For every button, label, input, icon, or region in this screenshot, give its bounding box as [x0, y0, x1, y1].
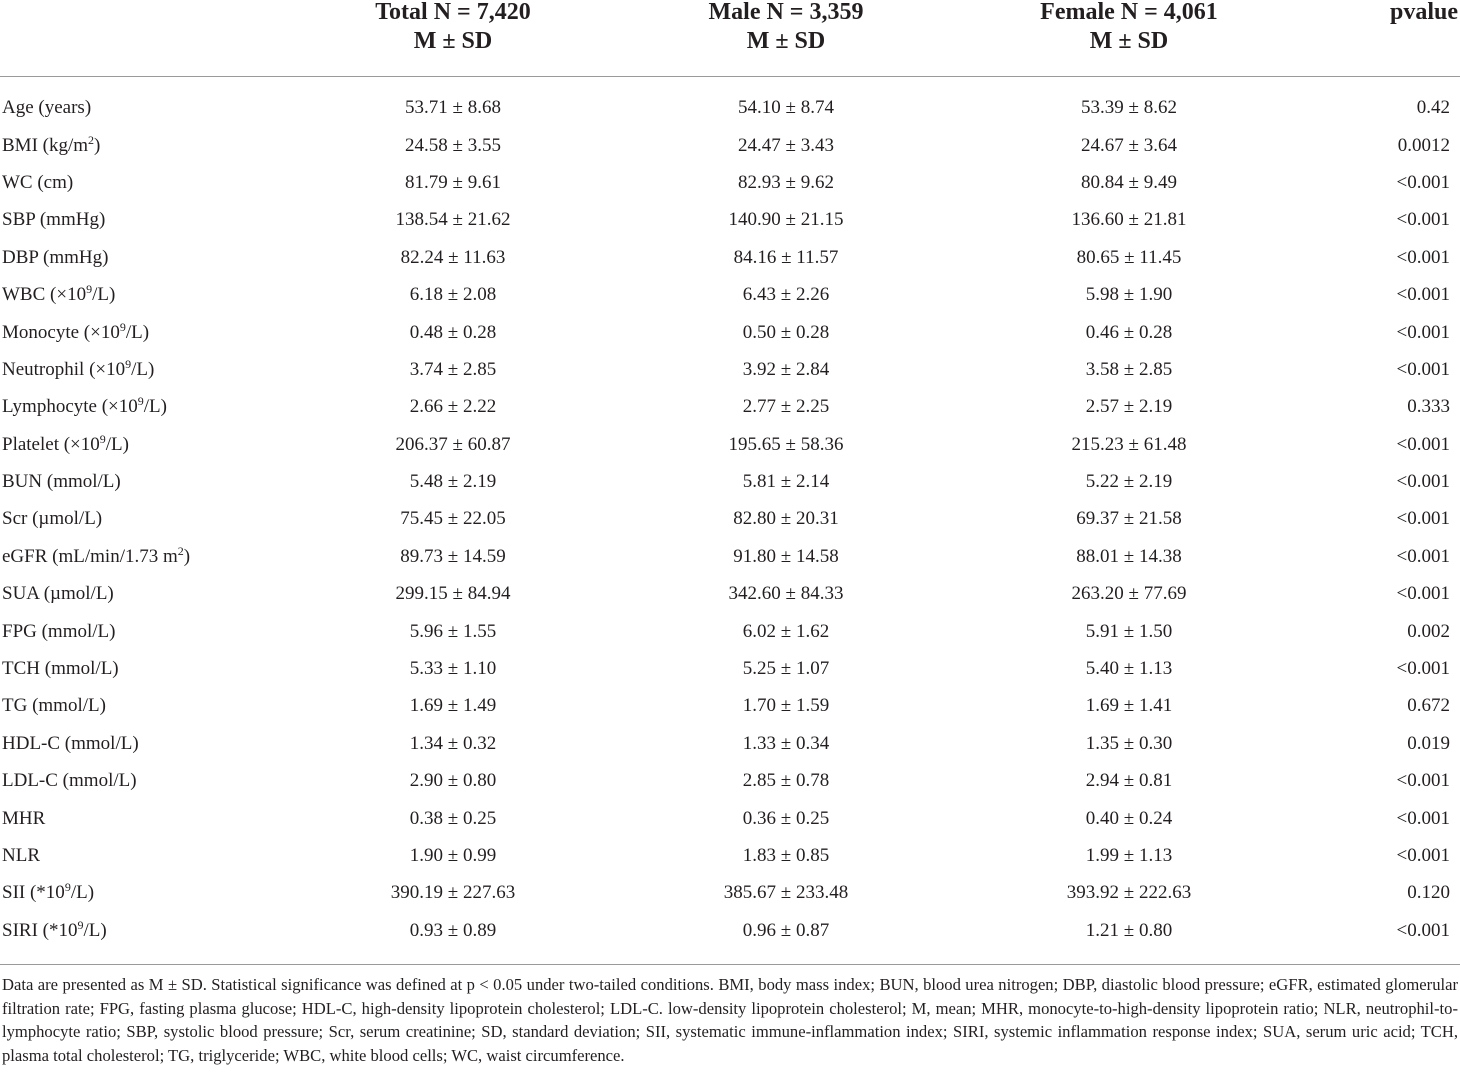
cell-female: 2.57 ± 2.19	[1085, 396, 1173, 418]
row-label-suffix: /L)	[143, 396, 167, 418]
row-label-text: SBP (mmHg)	[2, 209, 106, 231]
table-row	[0, 575, 1460, 612]
cell-pvalue: <0.001	[1396, 209, 1450, 231]
cell-male: 91.80 ± 14.58	[733, 545, 839, 567]
row-label-text: HDL-C (mmol/L)	[2, 732, 139, 754]
cell-total: 5.33 ± 1.10	[409, 658, 497, 680]
cell-pvalue: 0.672	[1407, 695, 1450, 717]
cell-male: 84.16 ± 11.57	[733, 246, 839, 268]
row-label-text: DBP (mmHg)	[2, 246, 109, 268]
table-row	[0, 837, 1460, 874]
row-label-text: Scr (µmol/L)	[2, 508, 103, 530]
row-label	[0, 500, 290, 537]
row-label-suffix: /L)	[83, 919, 107, 941]
row-label-suffix: /L)	[70, 882, 95, 904]
cell-pvalue: <0.001	[1396, 433, 1450, 455]
cell-total: 0.48 ± 0.28	[409, 321, 497, 343]
cell-total: 53.71 ± 8.68	[405, 97, 501, 119]
row-label-superscript: 2	[177, 543, 184, 558]
cell-total: 82.24 ± 11.63	[400, 246, 506, 268]
row-label	[0, 874, 290, 911]
cell-female: 80.84 ± 9.49	[1081, 171, 1177, 193]
cell-total: 0.38 ± 0.25	[409, 807, 497, 829]
row-label	[0, 89, 290, 126]
cell-pvalue: 0.002	[1407, 620, 1450, 642]
cell-female: 1.21 ± 0.80	[1085, 919, 1173, 941]
cell-female: 53.39 ± 8.62	[1081, 97, 1177, 119]
header-total-count: Total N = 7,420	[375, 0, 531, 25]
row-label	[0, 837, 290, 874]
row-label-text: TG (mmol/L)	[2, 695, 106, 717]
header-female-stat: M ± SD	[1089, 28, 1169, 54]
cell-male: 385.67 ± 233.48	[723, 882, 849, 904]
cell-total: 390.19 ± 227.63	[390, 882, 516, 904]
cell-female: 215.23 ± 61.48	[1071, 433, 1187, 455]
cell-pvalue: <0.001	[1396, 770, 1450, 792]
header-male-stat: M ± SD	[746, 28, 826, 54]
cell-total: 1.34 ± 0.32	[409, 732, 497, 754]
cell-total: 5.48 ± 2.19	[409, 471, 497, 493]
table-header	[0, 0, 1460, 77]
cell-female: 5.98 ± 1.90	[1085, 284, 1173, 306]
cell-total: 0.93 ± 0.89	[409, 919, 497, 941]
cell-pvalue: <0.001	[1396, 171, 1450, 193]
table-row	[0, 538, 1460, 575]
row-label-suffix: /L)	[125, 321, 150, 343]
bottom-rule	[0, 964, 1460, 965]
row-label	[0, 164, 290, 201]
table-row	[0, 126, 1460, 163]
cell-female: 88.01 ± 14.38	[1076, 545, 1182, 567]
table-row	[0, 650, 1460, 687]
cell-total: 2.66 ± 2.22	[409, 396, 497, 418]
table-row	[0, 874, 1460, 911]
header-variable	[0, 0, 290, 77]
table-row	[0, 500, 1460, 537]
row-label-text: MHR	[2, 807, 46, 829]
row-label-text: WBC (×10	[2, 284, 87, 306]
cell-total: 299.15 ± 84.94	[395, 583, 511, 605]
row-label-text: Platelet (×10	[2, 433, 100, 455]
row-label-suffix: /L)	[131, 358, 155, 380]
cell-pvalue: <0.001	[1396, 471, 1450, 493]
cell-male: 6.02 ± 1.62	[742, 620, 830, 642]
table-row	[0, 164, 1460, 201]
row-label-text: NLR	[2, 845, 40, 866]
row-label	[0, 426, 290, 463]
row-label-suffix: /L)	[92, 284, 116, 306]
row-label-superscript: 9	[77, 917, 84, 932]
cell-male: 24.47 ± 3.43	[738, 134, 834, 156]
table-row	[0, 313, 1460, 350]
cell-pvalue: <0.001	[1396, 583, 1450, 605]
row-label-text: LDL-C (mmol/L)	[2, 770, 137, 792]
header-row	[0, 0, 1460, 77]
header-pvalue	[1302, 0, 1460, 77]
row-label	[0, 725, 290, 762]
cell-female: 263.20 ± 77.69	[1071, 583, 1187, 605]
header-female-count: Female N = 4,061	[1040, 0, 1218, 25]
cell-female: 80.65 ± 11.45	[1076, 246, 1182, 268]
header-total	[290, 0, 616, 77]
spacer-row	[0, 77, 1460, 90]
cell-male: 2.85 ± 0.78	[742, 770, 830, 792]
cell-total: 24.58 ± 3.55	[405, 134, 501, 156]
cell-pvalue: 0.019	[1407, 732, 1450, 754]
table-row	[0, 426, 1460, 463]
cell-pvalue: <0.001	[1396, 545, 1450, 567]
cell-male: 5.25 ± 1.07	[742, 658, 830, 680]
row-label	[0, 239, 290, 276]
header-female	[956, 0, 1302, 77]
cell-pvalue: <0.001	[1396, 845, 1450, 866]
table-row	[0, 799, 1460, 836]
cell-pvalue: 0.42	[1416, 97, 1450, 119]
cell-male: 140.90 ± 21.15	[728, 209, 844, 231]
table-row	[0, 201, 1460, 238]
row-label	[0, 201, 290, 238]
cell-male: 0.36 ± 0.25	[742, 807, 830, 829]
row-label	[0, 388, 290, 425]
cell-female: 0.46 ± 0.28	[1085, 321, 1173, 343]
row-label-suffix: /L)	[105, 433, 129, 455]
cell-total: 1.90 ± 0.99	[409, 845, 497, 866]
table-row	[0, 388, 1460, 425]
row-label-superscript: 9	[137, 394, 144, 409]
header-male	[616, 0, 956, 77]
row-label-text: Monocyte (×10	[2, 321, 120, 343]
row-label	[0, 612, 290, 649]
row-label-text: Age (years)	[2, 97, 92, 119]
row-label-text: WC (cm)	[2, 171, 74, 193]
cell-male: 1.83 ± 0.85	[742, 845, 830, 866]
row-label	[0, 650, 290, 687]
cell-pvalue: 0.0012	[1397, 134, 1450, 156]
row-label-suffix: )	[183, 545, 191, 567]
row-label	[0, 799, 290, 836]
table-body	[0, 77, 1460, 949]
cell-total: 81.79 ± 9.61	[405, 171, 501, 193]
cell-total: 6.18 ± 2.08	[409, 284, 497, 306]
cell-male: 342.60 ± 84.33	[728, 583, 844, 605]
header-pvalue-label: pvalue	[1389, 0, 1458, 25]
cell-female: 5.91 ± 1.50	[1085, 620, 1173, 642]
cell-pvalue: <0.001	[1396, 508, 1450, 530]
table-row	[0, 912, 1460, 949]
header-total-stat: M ± SD	[413, 28, 493, 54]
row-label-superscript: 9	[99, 431, 106, 446]
cell-total: 206.37 ± 60.87	[395, 433, 511, 455]
cell-female: 5.40 ± 1.13	[1085, 658, 1173, 680]
row-label-superscript: 9	[125, 356, 132, 371]
cell-female: 5.22 ± 2.19	[1085, 471, 1173, 493]
row-label	[0, 912, 290, 949]
row-label-text: Neutrophil (×10	[2, 358, 126, 380]
row-label-text: FPG (mmol/L)	[2, 620, 116, 642]
table-row	[0, 351, 1460, 388]
table-row	[0, 725, 1460, 762]
cell-female: 69.37 ± 21.58	[1076, 508, 1182, 530]
cell-male: 82.93 ± 9.62	[738, 171, 834, 193]
table-row	[0, 687, 1460, 724]
header-male-count: Male N = 3,359	[708, 0, 864, 25]
row-label	[0, 313, 290, 350]
cell-female: 136.60 ± 21.81	[1071, 209, 1187, 231]
row-label	[0, 687, 290, 724]
cell-female: 0.40 ± 0.24	[1085, 807, 1173, 829]
cell-pvalue: <0.001	[1396, 358, 1450, 380]
cell-male: 195.65 ± 58.36	[728, 433, 844, 455]
row-label-suffix: )	[94, 134, 101, 156]
row-label-text: BUN (mmol/L)	[2, 471, 121, 493]
row-label-text: SUA (µmol/L)	[2, 583, 114, 605]
cell-female: 393.92 ± 222.63	[1066, 882, 1192, 904]
table-footnote: Data are presented as M ± SD. Statistical significance was defined at p < 0.05 under two-tailed conditions. BMI, body mass index; BUN, blood urea nitrogen; DBP, diastolic blood pressure; eGFR, estimated glomerular filtration rate; FPG, fasting plasma glucose; HDL-C, high-density lipoprotein cholesterol; LDL-C. low-density lipoprotein cholesterol; M, mean; MHR, monocyte-to-high-density lipoprotein ratio; NLR, neutrophil-to-lymphocyte ratio; SBP, systolic blood pressure; Scr, serum creatinine; SD, standard deviation; SII, systematic immune-inflammation index; SIRI, systemic inflammation response index; SUA, serum uric acid; TCH, plasma total cholesterol; TG, triglyceride; WBC, white blood cells; WC, waist circumference.	[2, 975, 1458, 1065]
row-label	[0, 463, 290, 500]
row-label-superscript: 9	[119, 319, 126, 334]
cell-total: 1.69 ± 1.49	[409, 695, 497, 717]
table-row	[0, 276, 1460, 313]
cell-male: 1.33 ± 0.34	[742, 732, 830, 754]
cell-male: 0.50 ± 0.28	[742, 321, 830, 343]
row-label	[0, 538, 290, 575]
cell-female: 1.35 ± 0.30	[1085, 732, 1173, 754]
table-row	[0, 463, 1460, 500]
row-label-superscript: 2	[88, 132, 95, 147]
cell-pvalue: <0.001	[1396, 246, 1450, 268]
cell-total: 75.45 ± 22.05	[400, 508, 506, 530]
row-label	[0, 126, 290, 163]
row-label-text: Lymphocyte (×10	[2, 396, 138, 418]
cell-total: 2.90 ± 0.80	[409, 770, 497, 792]
cell-male: 5.81 ± 2.14	[742, 471, 830, 493]
cell-male: 54.10 ± 8.74	[738, 97, 834, 119]
cell-total: 3.74 ± 2.85	[409, 358, 497, 380]
cell-total: 5.96 ± 1.55	[409, 620, 497, 642]
cell-male: 2.77 ± 2.25	[742, 396, 830, 418]
row-label	[0, 351, 290, 388]
cell-male: 6.43 ± 2.26	[742, 284, 830, 306]
table-row	[0, 239, 1460, 276]
cell-male: 1.70 ± 1.59	[742, 695, 830, 717]
cell-male: 3.92 ± 2.84	[742, 358, 830, 380]
row-label-text: SII (*10	[2, 882, 65, 904]
table-row	[0, 762, 1460, 799]
cell-pvalue: <0.001	[1396, 321, 1450, 343]
cell-male: 0.96 ± 0.87	[742, 919, 830, 941]
row-label	[0, 276, 290, 313]
row-label-superscript: 9	[86, 282, 93, 297]
cell-pvalue: <0.001	[1396, 919, 1450, 941]
cell-male: 82.80 ± 20.31	[733, 508, 839, 530]
cell-female: 1.69 ± 1.41	[1085, 695, 1173, 717]
cell-pvalue: <0.001	[1396, 807, 1450, 829]
cell-female: 2.94 ± 0.81	[1085, 770, 1173, 792]
row-label-text: eGFR (mL/min/1.73 m	[2, 545, 178, 567]
cell-pvalue: <0.001	[1396, 284, 1450, 306]
row-label	[0, 762, 290, 799]
row-label-text: SIRI (*10	[2, 919, 78, 941]
row-label	[0, 575, 290, 612]
cell-pvalue: <0.001	[1396, 658, 1450, 680]
row-label-text: BMI (kg/m	[2, 134, 89, 156]
cell-female: 3.58 ± 2.85	[1085, 358, 1173, 380]
cell-female: 24.67 ± 3.64	[1081, 134, 1177, 156]
cell-total: 138.54 ± 21.62	[395, 209, 511, 231]
table-row	[0, 89, 1460, 126]
table-row	[0, 612, 1460, 649]
cell-pvalue: 0.120	[1407, 882, 1450, 904]
row-label-superscript: 9	[64, 880, 71, 895]
cell-female: 1.99 ± 1.13	[1085, 845, 1173, 866]
row-label-text: TCH (mmol/L)	[2, 658, 119, 680]
cell-total: 89.73 ± 14.59	[400, 545, 506, 567]
cell-pvalue: 0.333	[1407, 396, 1450, 418]
